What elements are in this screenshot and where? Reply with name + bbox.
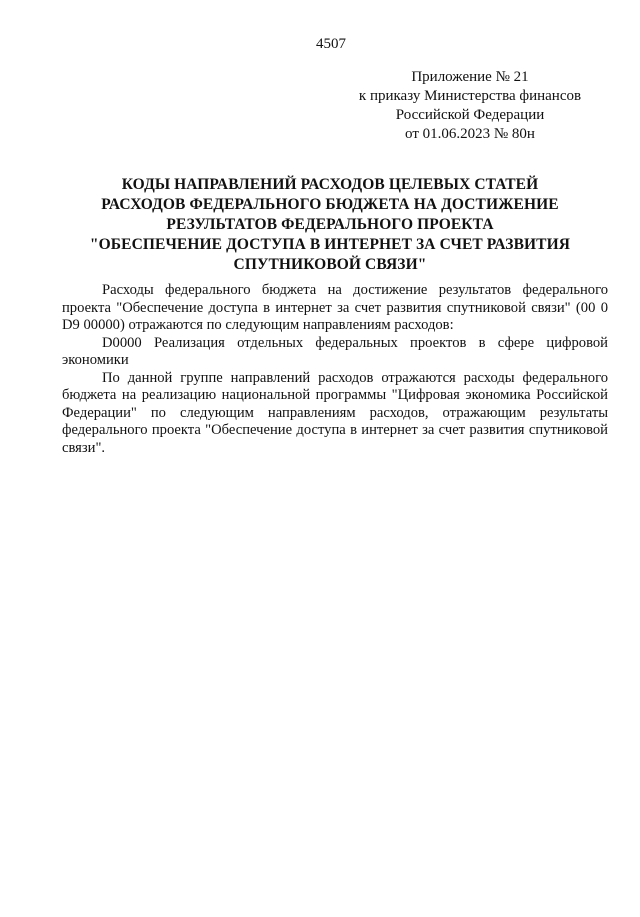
title-line: РАСХОДОВ ФЕДЕРАЛЬНОГО БЮДЖЕТА НА ДОСТИЖЕНИЕ <box>101 196 559 213</box>
document-body <box>62 282 608 457</box>
appendix-header <box>330 68 610 144</box>
document-title <box>70 175 590 275</box>
title-line: КОДЫ НАПРАВЛЕНИЙ РАСХОДОВ ЦЕЛЕВЫХ СТАТЕЙ <box>121 176 539 193</box>
appendix-order-reference: к приказу Министерства финансов <box>358 88 582 104</box>
body-paragraph: Расходы федерального бюджета на достижение результатов федерального проекта "Обеспечение доступа в интернет за счет развития спутниковой связи" (00 0 D9 00000) отражаются по следующим направлениям расходов: <box>62 282 608 333</box>
body-paragraph: По данной группе направлений расходов отражаются расходы федерального бюджета на реализацию национальной программы "Цифровая экономика Российской Федерации" по следующим направлениям расходов, отражающим результаты федерального проекта "Обеспечение доступа в интернет за счет развития спутниковой связи". <box>62 369 608 456</box>
appendix-number: Приложение № 21 <box>411 69 529 85</box>
title-line: СПУТНИКОВОЙ СВЯЗИ" <box>233 256 427 273</box>
title-line: "ОБЕСПЕЧЕНИЕ ДОСТУПА В ИНТЕРНЕТ ЗА СЧЕТ РАЗВИТИЯ <box>89 236 571 253</box>
page-number: 4507 <box>316 36 346 52</box>
appendix-date-number: от 01.06.2023 № 80н <box>405 126 535 142</box>
body-paragraph: D0000 Реализация отдельных федеральных проектов в сфере цифровой экономики <box>62 334 608 368</box>
title-line: РЕЗУЛЬТАТОВ ФЕДЕРАЛЬНОГО ПРОЕКТА <box>166 216 494 233</box>
appendix-authority: Российской Федерации <box>395 107 545 123</box>
